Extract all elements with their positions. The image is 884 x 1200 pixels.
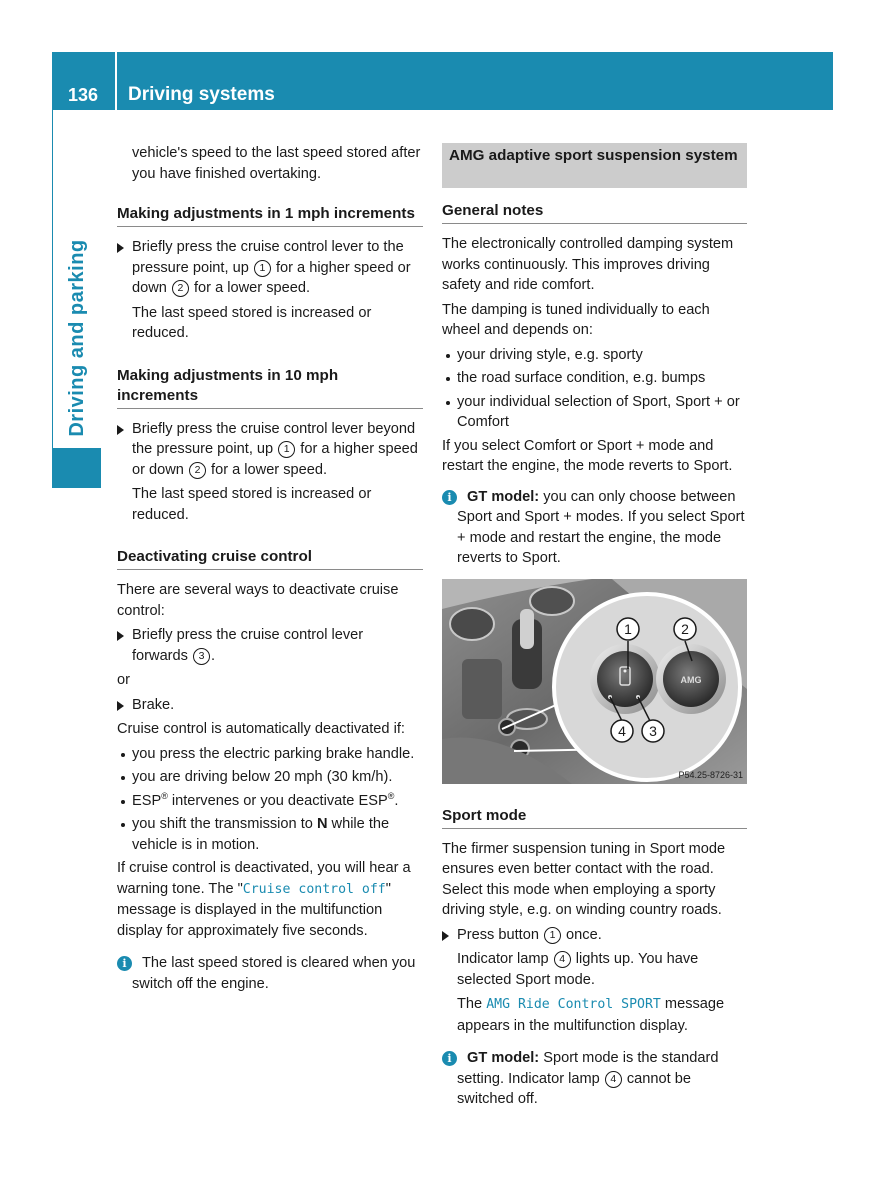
list-item: you shift the transmission to N while the vehicle is in motion.: [117, 814, 423, 855]
heading-adjust-1mph: Making adjustments in 1 mph increments: [117, 204, 423, 227]
step-press-button: Press button 1 once.: [442, 925, 747, 946]
callout-2: 2: [172, 280, 189, 297]
callout-4: 4: [605, 1071, 622, 1088]
info-note-gt: i GT model: you can only choose between Sport and Sport + modes. If you select Sport + mode and restart the engine, the mode reverts to Sport.: [442, 487, 747, 569]
callout-4-label: 4: [618, 722, 626, 739]
bullet-icon: [121, 753, 125, 757]
or-text: or: [117, 672, 130, 688]
page-number: 136: [67, 85, 99, 105]
general-p3: If you select Comfort or Sport + mode and restart the engine, the mode reverts to Sport.: [442, 437, 733, 474]
bullet-icon: [446, 377, 450, 381]
step-adjust-10mph: Briefly press the cruise control lever beyond the pressure point, up 1 for a higher speed or down 2 for a lower speed.: [117, 419, 423, 481]
step-arrow-icon: [117, 631, 124, 641]
callout-2: 2: [189, 462, 206, 479]
warning-tone-paragraph: If cruise control is deactivated, you will hear a warning tone. The "Cruise control off" message is displayed in the multifunction display for approximately five seconds.: [117, 860, 411, 939]
info-icon: i: [442, 490, 457, 505]
info-icon: i: [442, 1051, 457, 1066]
intro-paragraph: vehicle's speed to the last speed stored after you have finished overtaking.: [132, 145, 421, 182]
step-arrow-icon: [117, 425, 124, 435]
display-message: Cruise control off: [242, 881, 386, 897]
page-title: Driving systems: [128, 84, 275, 105]
console-illustration: [442, 579, 747, 784]
sport-result-1: Indicator lamp 4 lights up. You have selected Sport mode.: [457, 951, 699, 988]
list-item: you press the electric parking brake handle.: [117, 744, 423, 765]
figure-code: P54.25-8726-31: [678, 769, 743, 780]
step-arrow-icon: [117, 701, 124, 711]
step-result: The last speed stored is increased or reduced.: [132, 304, 372, 341]
heading-general-notes: General notes: [442, 201, 747, 224]
general-p2: The damping is tuned individually to each wheel and depends on:: [442, 301, 710, 338]
step-result: The last speed stored is increased or reduced.: [132, 486, 372, 523]
list-item: ESP® intervenes or you deactivate ESP®.: [117, 791, 423, 812]
side-tab-line: [52, 110, 53, 488]
step-arrow-icon: [442, 931, 449, 941]
step-arrow-icon: [117, 243, 124, 253]
general-p1: The electronically controlled damping system works continuously. This improves driving safety and ride comfort.: [442, 236, 734, 293]
step-brake: Brake.: [117, 695, 423, 716]
bullet-icon: [121, 776, 125, 780]
bullet-icon: [446, 401, 450, 405]
bullet-icon: [446, 354, 450, 358]
chapter-label: Driving and parking: [65, 239, 88, 437]
callout-1: 1: [544, 927, 561, 944]
amg-button-label: AMG: [680, 674, 702, 685]
list-item: the road surface condition, e.g. bumps: [442, 368, 747, 389]
sport-result-2: The AMG Ride Control SPORT message appears in the multifunction display.: [457, 996, 725, 1034]
info-note-gt-sport: i GT model: Sport mode is the standard setting. Indicator lamp 4 cannot be switched off.: [442, 1048, 747, 1110]
bullet-icon: [121, 823, 125, 827]
info-icon: i: [117, 956, 132, 971]
list-item: your individual selection of Sport, Sport + or Comfort: [442, 392, 747, 433]
callout-4: 4: [554, 951, 571, 968]
left-column: [117, 143, 423, 994]
display-message: AMG Ride Control SPORT: [486, 997, 661, 1012]
info-note: i The last speed stored is cleared when you switch off the engine.: [117, 953, 423, 994]
header-divider: [115, 52, 117, 110]
side-tab-block: [52, 448, 101, 488]
callout-3: 3: [193, 648, 210, 665]
step-press-forwards: Briefly press the cruise control lever forwards 3 .: [117, 625, 423, 666]
callout-1: 1: [254, 260, 271, 277]
section-title: AMG adaptive sport suspension system: [442, 143, 747, 188]
callout-1: 1: [278, 441, 295, 458]
callout-3-label: 3: [649, 722, 657, 739]
right-column: [442, 143, 747, 1110]
heading-deactivating: Deactivating cruise control: [117, 547, 423, 570]
callout-2-label: 2: [681, 620, 689, 637]
center-console-photo: [442, 579, 747, 784]
list-item: you are driving below 20 mph (30 km/h).: [117, 767, 423, 788]
list-item: your driving style, e.g. sporty: [442, 345, 747, 366]
auto-deactivate-intro: Cruise control is automatically deactivated if:: [117, 721, 405, 737]
bullet-icon: [121, 800, 125, 804]
heading-sport-mode: Sport mode: [442, 806, 747, 829]
heading-adjust-10mph: Making adjustments in 10 mph increments: [117, 366, 423, 409]
step-adjust-1mph: Briefly press the cruise control lever to the pressure point, up 1 for a higher speed or down 2 for a lower speed.: [117, 237, 423, 299]
deactivate-intro: There are several ways to deactivate cruise control:: [117, 582, 399, 619]
sport-p1: The firmer suspension tuning in Sport mode ensures even better contact with the road. Select this mode when employing a sporty driving style, e.g. on winding country roads.: [442, 840, 726, 918]
callout-1-label: 1: [624, 620, 632, 637]
